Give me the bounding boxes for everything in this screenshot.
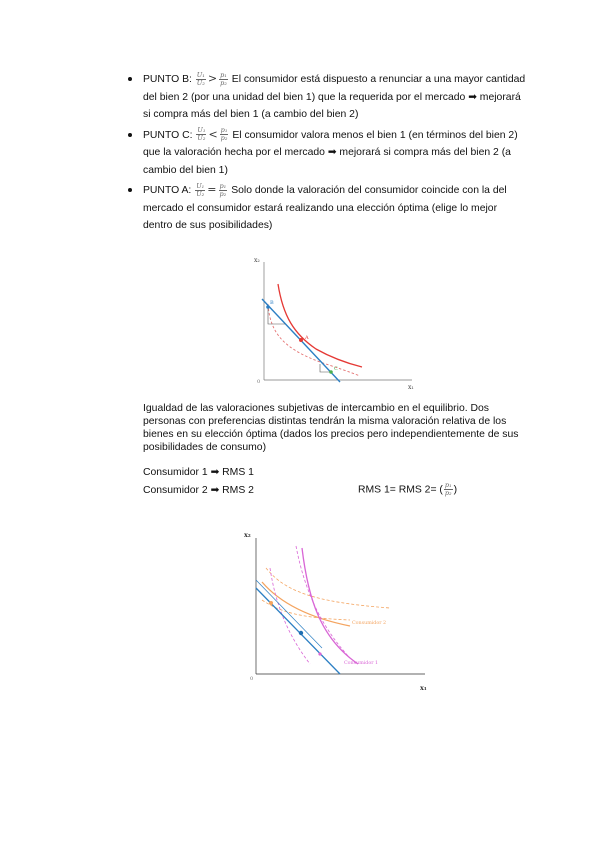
y-axis-label: x₂ <box>254 257 260 264</box>
y-axis-label: x₂ <box>244 531 251 539</box>
mrs-fraction: $\frac{\text{U₁}}{\text{U₂}}$ <box>196 181 205 198</box>
consumer1-label: Consumidor 1 <box>344 661 379 666</box>
figure-consumer-optimum <box>250 254 420 392</box>
price-ratio-fraction: $\frac{\text{p₁}}{\text{p₂}}$ <box>219 181 227 198</box>
consumer1-optimum-marker-lower <box>318 652 321 655</box>
mrs-fraction: $\frac{\text{U₁}}{\text{U₂}}$ <box>197 126 206 143</box>
consumer2-curve-dashed-1 <box>262 600 350 620</box>
point-c-label: C <box>334 366 338 372</box>
consumer2-line: Consumidor 2 ➡ RMS 2 <box>143 485 254 496</box>
origin-label: 0 <box>250 676 254 682</box>
x-axis-label: x₁ <box>420 684 427 692</box>
rms-prefix: RMS 1= RMS 2= ( <box>358 484 443 496</box>
bullet-list <box>126 70 526 237</box>
bullet-text-first: El consumidor está dispuesto a renunciar a una mayor <box>231 74 484 85</box>
figure-two-consumers <box>240 528 440 693</box>
equality-paragraph: Igualdad de las valoraciones subjetivas de intercambio en el equilibrio. Dos personas con preferencias distintas tendrán la misma valoración relativa de los bienes en su elección óptima (dados los precios pero independientemente de sus posibilidades de consumo) <box>143 403 519 453</box>
consumer2-optimum-marker <box>269 601 273 605</box>
bullet-label: PUNTO A: <box>143 185 192 196</box>
consumer1-line: Consumidor 1 ➡ RMS 1 <box>143 467 254 478</box>
consumer2-curve <box>262 582 350 626</box>
bullet-point-c <box>126 126 526 180</box>
rms-price-fraction: $\frac{\text{p₁}}{\text{p₂}}$ <box>444 481 452 497</box>
bullet-text-rest: bien 2) que la valoración hecha por el mercado ➡ mejorará si compra más del bien 2 (a cambio del bien 1) <box>143 129 518 176</box>
comparison-operator: > <box>207 72 218 85</box>
point-a-label: A <box>305 335 309 341</box>
consumer1-curve <box>302 548 358 664</box>
price-ratio-fraction: $\frac{\text{p₁}}{\text{p₂}}$ <box>220 70 227 87</box>
origin-label: 0 <box>257 379 261 385</box>
bullet-label: PUNTO B: <box>143 74 192 85</box>
mrs-fraction: $\frac{\text{U₁}}{\text{U₂}}$ <box>196 70 205 87</box>
x-axis-label: x₁ <box>408 384 414 391</box>
comparison-operator: = <box>207 183 217 196</box>
point-c-marker <box>329 370 333 374</box>
budget-line-inner <box>256 580 322 648</box>
bullet-text-rest: del mercado el consumidor estará realizando una elección óptima (elige lo mejor dentro de sus posibilidades) <box>143 185 507 231</box>
rms-suffix: ) <box>453 484 458 496</box>
bullet-text-first: El consumidor valora menos el bien 1 (en términos del <box>232 129 483 141</box>
comparison-operator: < <box>208 127 218 141</box>
bullet-text-first: Solo donde la valoración del consumidor coincide con la <box>231 185 490 196</box>
bullet-point-a <box>126 181 526 235</box>
rms-equation <box>358 482 457 497</box>
point-a-marker <box>299 338 303 342</box>
bullet-point-b <box>126 70 526 124</box>
indifference-curve-optimal <box>278 284 362 367</box>
price-ratio-fraction: $\frac{\text{p₁}}{\text{p₂}}$ <box>220 126 228 143</box>
indifference-curve-dashed <box>268 304 360 376</box>
budget-line <box>256 588 340 674</box>
bullet-label: PUNTO C: <box>143 129 193 141</box>
point-b-label: B <box>270 300 274 306</box>
consumer2-label: Consumidor 2 <box>352 621 387 626</box>
bullet-text-rest: cantidad del bien 2 (por una unidad del bien 1) que la requerida por el mercado ➡ mejorará si compra más del bien 1 (a cambio del bien 2) <box>143 74 526 120</box>
consumer1-optimum-marker <box>299 631 303 635</box>
